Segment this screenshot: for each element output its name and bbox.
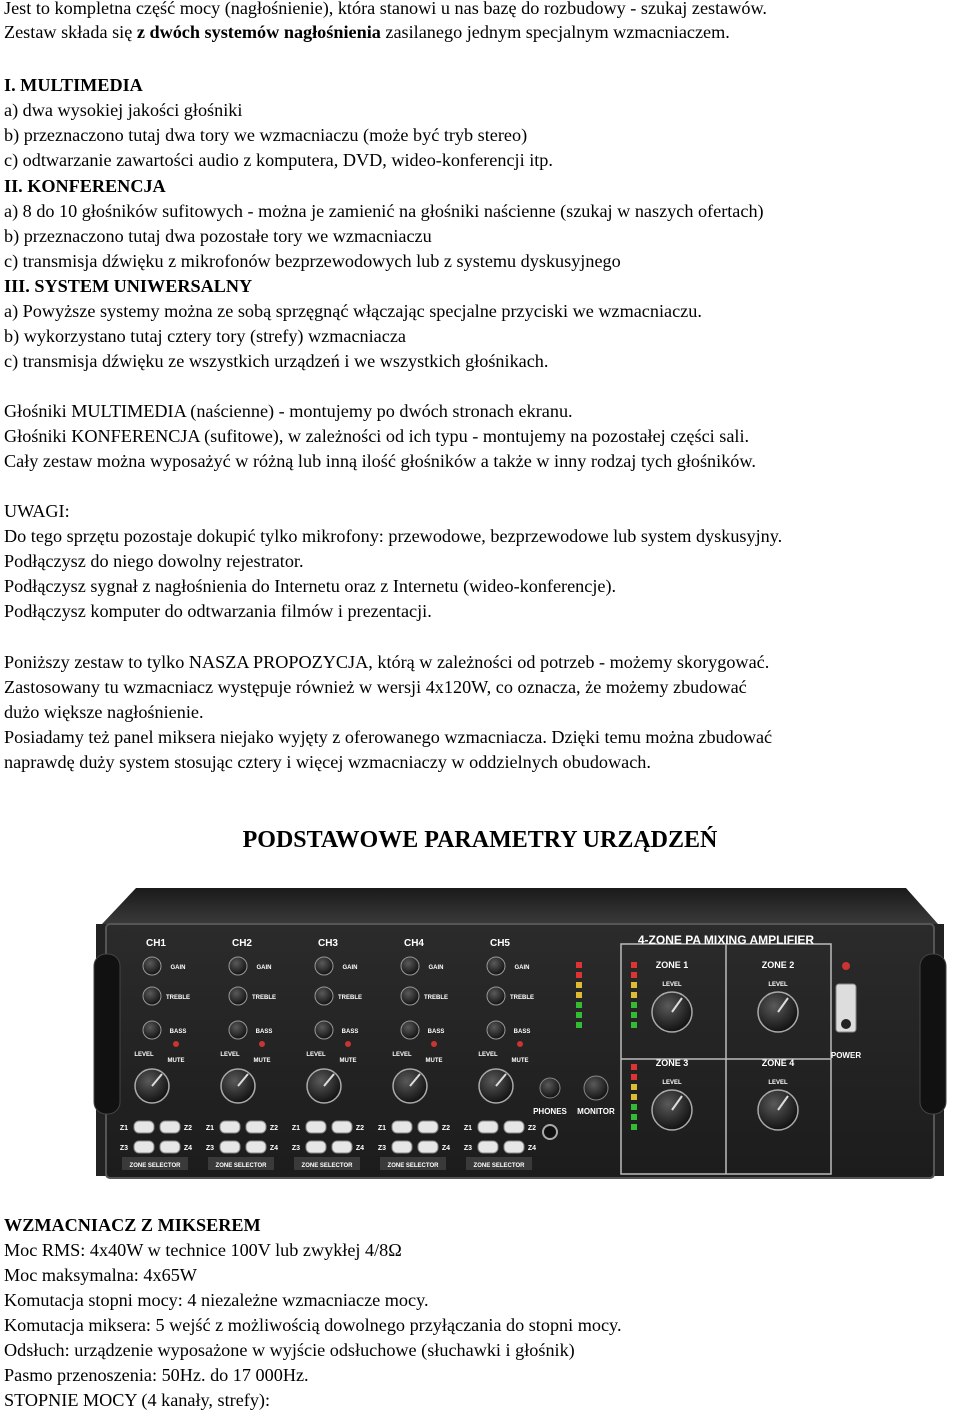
knob-label: GAIN xyxy=(342,965,358,971)
proposal-line: naprawdę duży system stosując cztery i więcej wzmacniaczy w oddzielnych obudowach. xyxy=(4,752,651,772)
knob-label: BASS xyxy=(427,1029,445,1035)
channel-knob[interactable] xyxy=(143,1021,161,1039)
proposal-line: Zastosowany tu wzmacniacz występuje również w wersji 4x120W, co oznacza, że możemy zbudować xyxy=(4,677,747,697)
zone-button-label: Z4 xyxy=(269,1145,279,1152)
meter-led-icon xyxy=(631,1002,637,1008)
spec-line: Odsłuch: urządzenie wyposażone w wyjście odsłuchowe (słuchawki i głośnik) xyxy=(4,1340,575,1360)
zone-select-button[interactable] xyxy=(392,1141,412,1153)
specs-heading: WZMACNIACZ Z MIKSEREM xyxy=(4,1215,261,1235)
mute-led-icon xyxy=(173,1041,179,1047)
proposal-line: Posiadamy też panel miksera niejako wyjęty z oferowanego wzmacniacza. Dzięki temu można zbudować xyxy=(4,727,773,747)
section-item: a) Powyższe systemy można ze sobą sprzęgnąć włączając specjalne przyciski we wzmacniaczu. xyxy=(4,301,702,321)
channel-label: CH1 xyxy=(145,938,167,949)
notes-line: Podłączysz komputer do odtwarzania filmów i prezentacji. xyxy=(4,601,432,621)
zone-select-button[interactable] xyxy=(306,1121,326,1133)
channel-knob[interactable] xyxy=(487,1021,505,1039)
mute-led-icon xyxy=(259,1041,265,1047)
zone-select-button[interactable] xyxy=(504,1141,524,1153)
mute-led-icon xyxy=(517,1041,523,1047)
power-led-icon xyxy=(842,962,850,970)
section-item: a) dwa wysokiej jakości głośniki xyxy=(4,100,243,120)
proposal-line: dużo większe nagłośnienie. xyxy=(4,702,204,722)
section-item: c) transmisja dźwięku z mikrofonów bezprzewodowych lub z systemu dyskusyjnego xyxy=(4,251,621,271)
zone-label: ZONE 1 xyxy=(655,960,689,970)
spec-line: Moc RMS: 4x40W w technice 100V lub zwykłej 4/8Ω xyxy=(4,1240,402,1260)
knob-label: LEVEL xyxy=(662,1080,682,1086)
zone-select-button[interactable] xyxy=(418,1121,438,1133)
channel-knob[interactable] xyxy=(315,1021,333,1039)
zone-button-label: Z3 xyxy=(119,1145,129,1152)
phones-label: PHONES xyxy=(533,1107,567,1116)
intro-line-2-pre: Zestaw składa się xyxy=(4,22,137,42)
knob-label: LEVEL xyxy=(478,1052,498,1058)
meter-led-icon xyxy=(631,1114,637,1120)
notes-line: Do tego sprzętu pozostaje dokupić tylko mikrofony: przewodowe, bezprzewodowe lub system dyskusyjny. xyxy=(4,526,783,546)
knob-label: TREBLE xyxy=(252,995,276,1001)
zone-button-label: Z2 xyxy=(269,1125,279,1132)
knob-label: TREBLE xyxy=(510,995,534,1001)
meter-led-icon xyxy=(576,962,582,968)
channel-label: CH5 xyxy=(489,938,511,949)
meter-led-icon xyxy=(631,1064,637,1070)
zone-button-label: Z3 xyxy=(291,1145,301,1152)
zone-select-button[interactable] xyxy=(478,1141,498,1153)
channel-knob[interactable] xyxy=(401,987,419,1005)
meter-led-icon xyxy=(631,1124,637,1130)
zone-button-label: Z1 xyxy=(119,1125,129,1132)
knob-label: LEVEL xyxy=(220,1052,240,1058)
meter-led-icon xyxy=(631,1104,637,1110)
mounting-line: Głośniki KONFERENCJA (sufitowe), w zależności od ich typu - montujemy na pozostałej części sali. xyxy=(4,426,750,446)
notes-heading: UWAGI: xyxy=(4,501,70,521)
zone-selector-label: ZONE SELECTOR xyxy=(215,1163,267,1169)
knob-label: BASS xyxy=(341,1029,359,1035)
zone-select-button[interactable] xyxy=(418,1141,438,1153)
spec-line: Komutacja stopni mocy: 4 niezależne wzmacniacze mocy. xyxy=(4,1290,429,1310)
section-item: c) transmisja dźwięku ze wszystkich urządzeń i we wszystkich głośnikach. xyxy=(4,351,549,371)
channel-knob[interactable] xyxy=(487,987,505,1005)
mute-label: MUTE xyxy=(425,1058,443,1064)
meter-led-icon xyxy=(631,972,637,978)
knob-label: LEVEL xyxy=(768,982,788,988)
zone-button-label: Z1 xyxy=(205,1125,215,1132)
knob-label: LEVEL xyxy=(134,1052,154,1058)
intro-line-2-bold: z dwóch systemów nagłośnienia xyxy=(136,22,381,42)
intro-line-2-post: zasilanego jednym specjalnym wzmacniaczem. xyxy=(380,22,730,42)
knob-label: LEVEL xyxy=(392,1052,412,1058)
amplifier-image xyxy=(66,884,960,1184)
zone-button-label: Z2 xyxy=(183,1125,193,1132)
zone-select-button[interactable] xyxy=(134,1121,154,1133)
mute-led-icon xyxy=(431,1041,437,1047)
meter-led-icon xyxy=(576,992,582,998)
zone-selector-label: ZONE SELECTOR xyxy=(473,1163,525,1169)
meter-led-icon xyxy=(631,1012,637,1018)
meter-led-icon xyxy=(631,1084,637,1090)
channel-label: CH3 xyxy=(317,938,339,949)
zone-selector-label: ZONE SELECTOR xyxy=(129,1163,181,1169)
section-item: b) wykorzystano tutaj cztery tory (strefy) wzmacniacza xyxy=(4,326,406,346)
knob-label: TREBLE xyxy=(166,995,190,1001)
zone-select-button[interactable] xyxy=(246,1121,266,1133)
mute-label: MUTE xyxy=(339,1058,357,1064)
section-heading-multimedia: I. MULTIMEDIA xyxy=(4,75,143,95)
amp-model-label: 4-ZONE PA MIXING AMPLIFIER xyxy=(637,933,815,947)
channel-knob[interactable] xyxy=(143,987,161,1005)
mounting-line: Cały zestaw można wyposażyć w różną lub inną ilość głośników a także w inny rodzaj tych głośników. xyxy=(4,451,756,471)
zone-button-label: Z4 xyxy=(441,1145,451,1152)
zone-select-button[interactable] xyxy=(332,1141,352,1153)
meter-led-icon xyxy=(631,1094,637,1100)
zone-button-label: Z3 xyxy=(377,1145,387,1152)
zone-select-button[interactable] xyxy=(160,1141,180,1153)
monitor-label: MONITOR xyxy=(577,1107,615,1116)
meter-led-icon xyxy=(631,1074,637,1080)
zone-select-button[interactable] xyxy=(392,1121,412,1133)
channel-knob[interactable] xyxy=(315,987,333,1005)
zone-button-label: Z1 xyxy=(463,1125,473,1132)
knob-label: LEVEL xyxy=(768,1080,788,1086)
zone-select-button[interactable] xyxy=(478,1121,498,1133)
mute-label: MUTE xyxy=(167,1058,185,1064)
meter-led-icon xyxy=(631,1022,637,1028)
zone-select-button[interactable] xyxy=(504,1121,524,1133)
zone-button-label: Z2 xyxy=(355,1125,365,1132)
power-label: POWER xyxy=(830,1051,862,1060)
spec-line: Moc maksymalna: 4x65W xyxy=(4,1265,197,1285)
spec-line: Pasmo przenoszenia: 50Hz. do 17 000Hz. xyxy=(4,1365,309,1385)
meter-led-icon xyxy=(576,972,582,978)
zone-button-label: Z4 xyxy=(527,1145,537,1152)
meter-led-icon xyxy=(631,962,637,968)
channel-knob[interactable] xyxy=(487,957,505,975)
section-item: c) odtwarzanie zawartości audio z komputera, DVD, wideo-konferencji itp. xyxy=(4,150,553,170)
meter-led-icon xyxy=(576,1022,582,1028)
monitor-knob[interactable] xyxy=(540,1078,560,1098)
zone-button-label: Z4 xyxy=(355,1145,365,1152)
zone-button-label: Z2 xyxy=(527,1125,537,1132)
section-item: b) przeznaczono tutaj dwa tory we wzmacniaczu (może być tryb stereo) xyxy=(4,125,528,145)
meter-led-icon xyxy=(631,982,637,988)
zone-select-button[interactable] xyxy=(332,1121,352,1133)
spec-line: STOPNIE MOCY (4 kanały, strefy): xyxy=(4,1390,271,1410)
zone-button-label: Z3 xyxy=(205,1145,215,1152)
channel-knob[interactable] xyxy=(229,1021,247,1039)
monitor-knob[interactable] xyxy=(584,1076,608,1100)
knob-label: TREBLE xyxy=(424,995,448,1001)
channel-knob[interactable] xyxy=(315,957,333,975)
zone-select-button[interactable] xyxy=(220,1121,240,1133)
zone-button-label: Z1 xyxy=(291,1125,301,1132)
meter-led-icon xyxy=(576,982,582,988)
channel-label: CH2 xyxy=(231,938,253,949)
knob-label: LEVEL xyxy=(662,982,682,988)
zone-label: ZONE 2 xyxy=(761,960,795,970)
knob-label: GAIN xyxy=(256,965,272,971)
knob-label: GAIN xyxy=(170,965,186,971)
knob-label: BASS xyxy=(169,1029,187,1035)
params-title: PODSTAWOWE PARAMETRY URZĄDZEŃ xyxy=(242,827,718,853)
section-heading-uniwersalny: III. SYSTEM UNIWERSALNY xyxy=(4,276,253,296)
meter-led-icon xyxy=(631,992,637,998)
knob-label: BASS xyxy=(255,1029,273,1035)
channel-label: CH4 xyxy=(403,938,425,949)
zone-label: ZONE 3 xyxy=(655,1058,689,1068)
meter-led-icon xyxy=(576,1012,582,1018)
channel-knob[interactable] xyxy=(401,957,419,975)
mute-label: MUTE xyxy=(253,1058,271,1064)
meter-led-icon xyxy=(576,1002,582,1008)
notes-line: Podłączysz do niego dowolny rejestrator. xyxy=(4,551,304,571)
zone-label: ZONE 4 xyxy=(761,1058,795,1068)
knob-label: GAIN xyxy=(514,965,530,971)
section-item: a) 8 do 10 głośników sufitowych - można je zamienić na głośniki naścienne (szukaj w naszych ofertach) xyxy=(4,201,764,221)
zone-select-button[interactable] xyxy=(220,1141,240,1153)
phones-jack[interactable] xyxy=(543,1125,557,1139)
intro-line-1: Jest to kompletna część mocy (nagłośnienie), która stanowi u nas bazę do rozbudowy - szukaj zestawów. xyxy=(4,0,767,18)
zone-button-label: Z1 xyxy=(377,1125,387,1132)
zone-button-label: Z4 xyxy=(183,1145,193,1152)
zone-select-button[interactable] xyxy=(246,1141,266,1153)
mounting-line: Głośniki MULTIMEDIA (naścienne) - montujemy po dwóch stronach ekranu. xyxy=(4,401,573,421)
zone-select-button[interactable] xyxy=(134,1141,154,1153)
channel-knob[interactable] xyxy=(229,987,247,1005)
knob-label: LEVEL xyxy=(306,1052,326,1058)
spec-line: Komutacja miksera: 5 wejść z możliwością dowolnego przyłączania do stopni mocy. xyxy=(4,1315,622,1335)
knob-label: TREBLE xyxy=(338,995,362,1001)
mute-led-icon xyxy=(345,1041,351,1047)
channel-knob[interactable] xyxy=(229,957,247,975)
zone-button-label: Z3 xyxy=(463,1145,473,1152)
intro-line-2 xyxy=(4,21,730,43)
proposal-line: Poniższy zestaw to tylko NASZA PROPOZYCJA, którą w zależności od potrzeb - możemy skorygować. xyxy=(4,652,770,672)
notes-line: Podłączysz sygnał z nagłośnienia do Internetu oraz z Internetu (wideo-konferencje). xyxy=(4,576,617,596)
zone-selector-label: ZONE SELECTOR xyxy=(387,1163,439,1169)
zone-button-label: Z2 xyxy=(441,1125,451,1132)
zone-select-button[interactable] xyxy=(306,1141,326,1153)
knob-label: GAIN xyxy=(428,965,444,971)
knob-label: BASS xyxy=(513,1029,531,1035)
channel-knob[interactable] xyxy=(143,957,161,975)
section-heading-konferencja: II. KONFERENCJA xyxy=(4,176,166,196)
channel-knob[interactable] xyxy=(401,1021,419,1039)
section-item: b) przeznaczono tutaj dwa pozostałe tory we wzmacniaczu xyxy=(4,226,432,246)
zone-selector-label: ZONE SELECTOR xyxy=(301,1163,353,1169)
zone-select-button[interactable] xyxy=(160,1121,180,1133)
mute-label: MUTE xyxy=(511,1058,529,1064)
